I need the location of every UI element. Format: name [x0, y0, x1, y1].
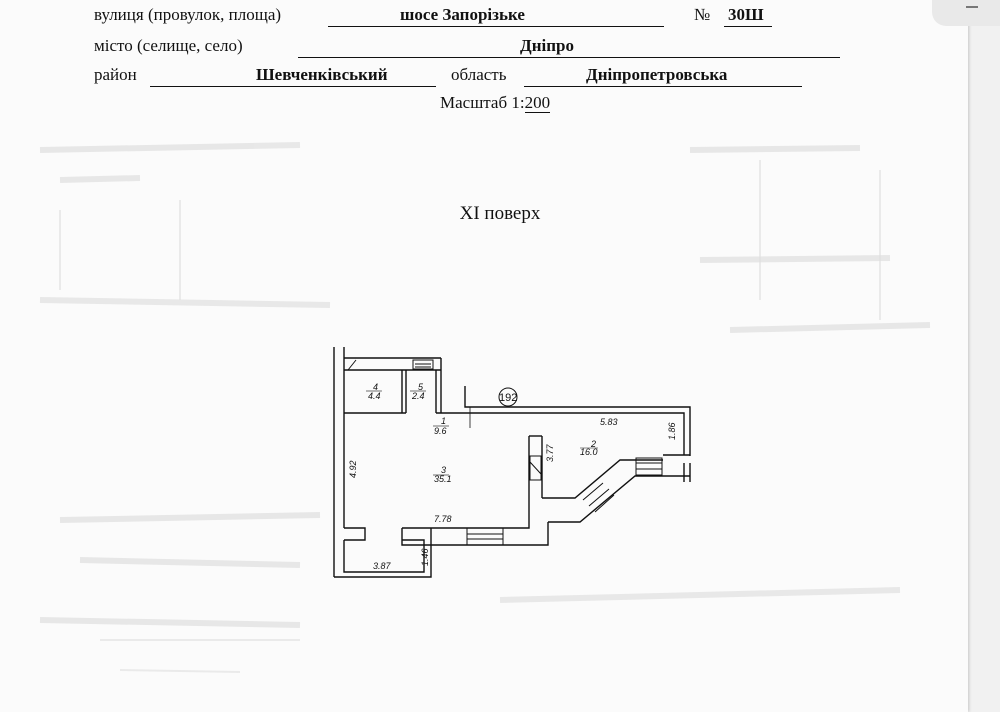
dim-377: 3.77 [545, 444, 555, 462]
dim-186: 1.86 [667, 422, 677, 440]
number-label: № [694, 5, 711, 24]
dim-778: 7.78 [434, 514, 452, 524]
number-value: 30Ш [728, 5, 764, 24]
wall-corridor-top-inner [436, 413, 684, 455]
wall-diagonal-inner [542, 460, 663, 498]
room-2-area: 16.0 [580, 447, 598, 457]
room-3-number: 3 [441, 465, 447, 475]
marker-label: 192 [499, 392, 518, 404]
street-value: шосе Запорізьке [400, 5, 525, 24]
region-value: Дніпропетровська [586, 65, 728, 84]
corner-ui-badge[interactable] [932, 0, 1000, 26]
district-label: район [94, 65, 137, 84]
dim-492: 4.92 [348, 460, 358, 478]
room-3-area: 35.1 [434, 474, 452, 484]
wall-diagonal-outer [548, 476, 663, 522]
floor-title: XI поверх [459, 203, 541, 224]
region-label: область [451, 65, 507, 84]
room-4-number: 4 [373, 382, 379, 392]
window-bottom [467, 528, 503, 545]
city-value: Дніпро [520, 36, 574, 55]
room-5-area: 2.4 [412, 391, 425, 401]
room-5-number: 5 [418, 382, 424, 392]
hatch-top-left [344, 358, 356, 370]
street-label: вулиця (провулок, площа) [94, 5, 282, 24]
room-4-area: 4.4 [368, 391, 381, 401]
wall-right-stub [684, 463, 690, 482]
room-2-number: 2 [591, 439, 597, 449]
scale-value: 200 [524, 93, 551, 112]
wall-bottom-mid-inner [402, 520, 529, 528]
wall-inner-vertical [529, 436, 542, 520]
dim-583: 5.83 [600, 417, 618, 427]
dim-387: 3.87 [373, 561, 391, 571]
room-1-area: 9.6 [434, 426, 447, 436]
district-value: Шевченківський [256, 65, 388, 84]
wall-right-step [663, 455, 690, 476]
room-1-number: 1 [441, 416, 447, 426]
minus-icon [966, 6, 978, 8]
dim-146: 1.46 [420, 548, 430, 566]
city-label: місто (селище, село) [94, 36, 243, 55]
wall-bottom-left [344, 528, 365, 540]
scale-label: Масштаб 1: [440, 93, 525, 112]
